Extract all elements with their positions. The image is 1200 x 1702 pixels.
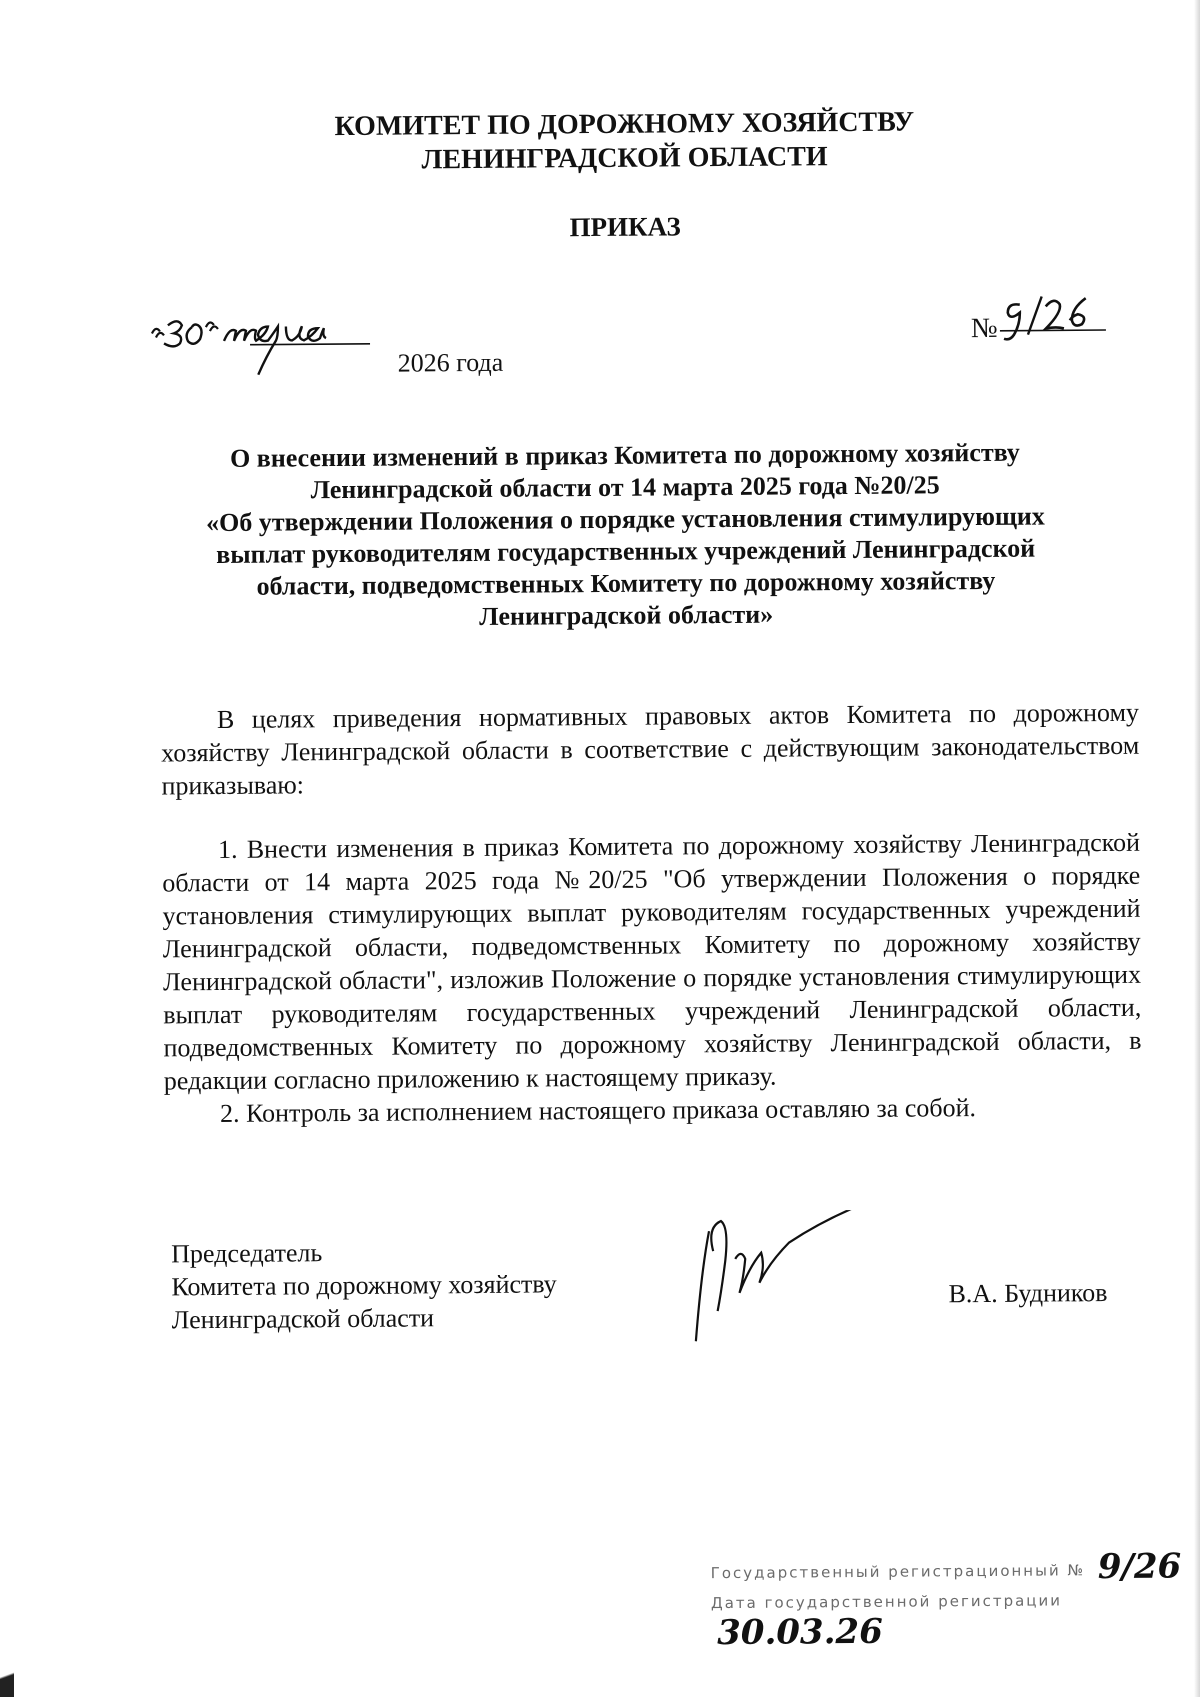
title-line-4: выплат руководителям государственных учреждений Ленинградской — [216, 533, 1036, 570]
registration-stamp — [710, 1546, 1200, 1654]
handwritten-signature — [679, 1210, 900, 1367]
title-line-3: «Об утверждении Положения о порядке установления стимулирующих — [205, 501, 1045, 538]
reg-number-value: 9/26 — [1097, 1546, 1182, 1588]
handwritten-number — [997, 300, 1107, 345]
reg-date-row — [710, 1584, 1200, 1654]
document-type: ПРИКАЗ — [569, 211, 681, 243]
signature-image — [679, 1210, 900, 1362]
scan-edge-shadow — [1194, 0, 1200, 1697]
signatory-name: В.А. Будников — [948, 1278, 1108, 1309]
handwritten-date-image — [146, 296, 392, 388]
title-line-5: области, подведомственных Комитету по дорожному хозяйству — [256, 565, 996, 601]
scan-corner-mark — [0, 1657, 14, 1697]
reg-date-value: 30.03.26 — [717, 1611, 883, 1654]
preamble-paragraph: В целях приведения нормативных правовых актов Комитета по дорожному хозяйству Ленинградской области в соответствие с действующим законодательством приказываю: — [161, 697, 1140, 801]
reg-date-label: Дата государственной регистрации — [710, 1591, 1063, 1613]
handwritten-date — [146, 314, 392, 386]
order-item-1: 1. Внести изменения в приказ Комитета по дорожному хозяйству Ленинградской области от 14 марта 2025 года №20/25 "Об утверждении Положения о порядке установления стимулирующих выплат руководителям государственных учреждений Ленинградской области, подведомственных Комитету по дорожному хозяйству Ленинградской области", изложив Положение о порядке установления стимулирующих выплат руководителям государственных учреждений Ленинградской области, подведомственных Комитету по дорожному хозяйству Ленинградской области, в редакции согласно приложению к настоящему приказу. — [162, 827, 1142, 1096]
document-header — [294, 105, 955, 178]
signatory-position — [171, 1234, 557, 1336]
title-line-6: Ленинградской области» — [479, 599, 774, 631]
title-line-2: Ленинградской области от 14 марта 2025 года №20/25 — [310, 470, 940, 505]
handwritten-number-image — [997, 290, 1107, 345]
date-year-text: 2026 года — [397, 347, 504, 378]
position-line-1: Председатель — [171, 1238, 323, 1269]
title-line-1: О внесении изменений в приказ Комитета по дорожному хозяйству — [229, 437, 1020, 473]
document-number — [971, 300, 1108, 345]
number-prefix: № — [970, 312, 998, 345]
order-item-2: 2. Контроль за исполнением настоящего приказа оставляю за собой. — [219, 1093, 977, 1128]
org-name-line-2: ЛЕНИНГРАДСКОЙ ОБЛАСТИ — [421, 141, 828, 176]
org-name-line-1: КОМИТЕТ ПО ДОРОЖНОМУ ХОЗЯЙСТВУ — [334, 106, 915, 143]
document-title — [165, 436, 1086, 635]
position-line-3: Ленинградской области — [171, 1303, 435, 1335]
document-date — [146, 313, 504, 386]
position-line-2: Комитета по дорожному хозяйству — [171, 1269, 557, 1302]
document-body — [161, 696, 1142, 1131]
reg-number-label: Государственный регистрационный № — [710, 1561, 1086, 1583]
reg-number-row — [710, 1546, 1200, 1588]
